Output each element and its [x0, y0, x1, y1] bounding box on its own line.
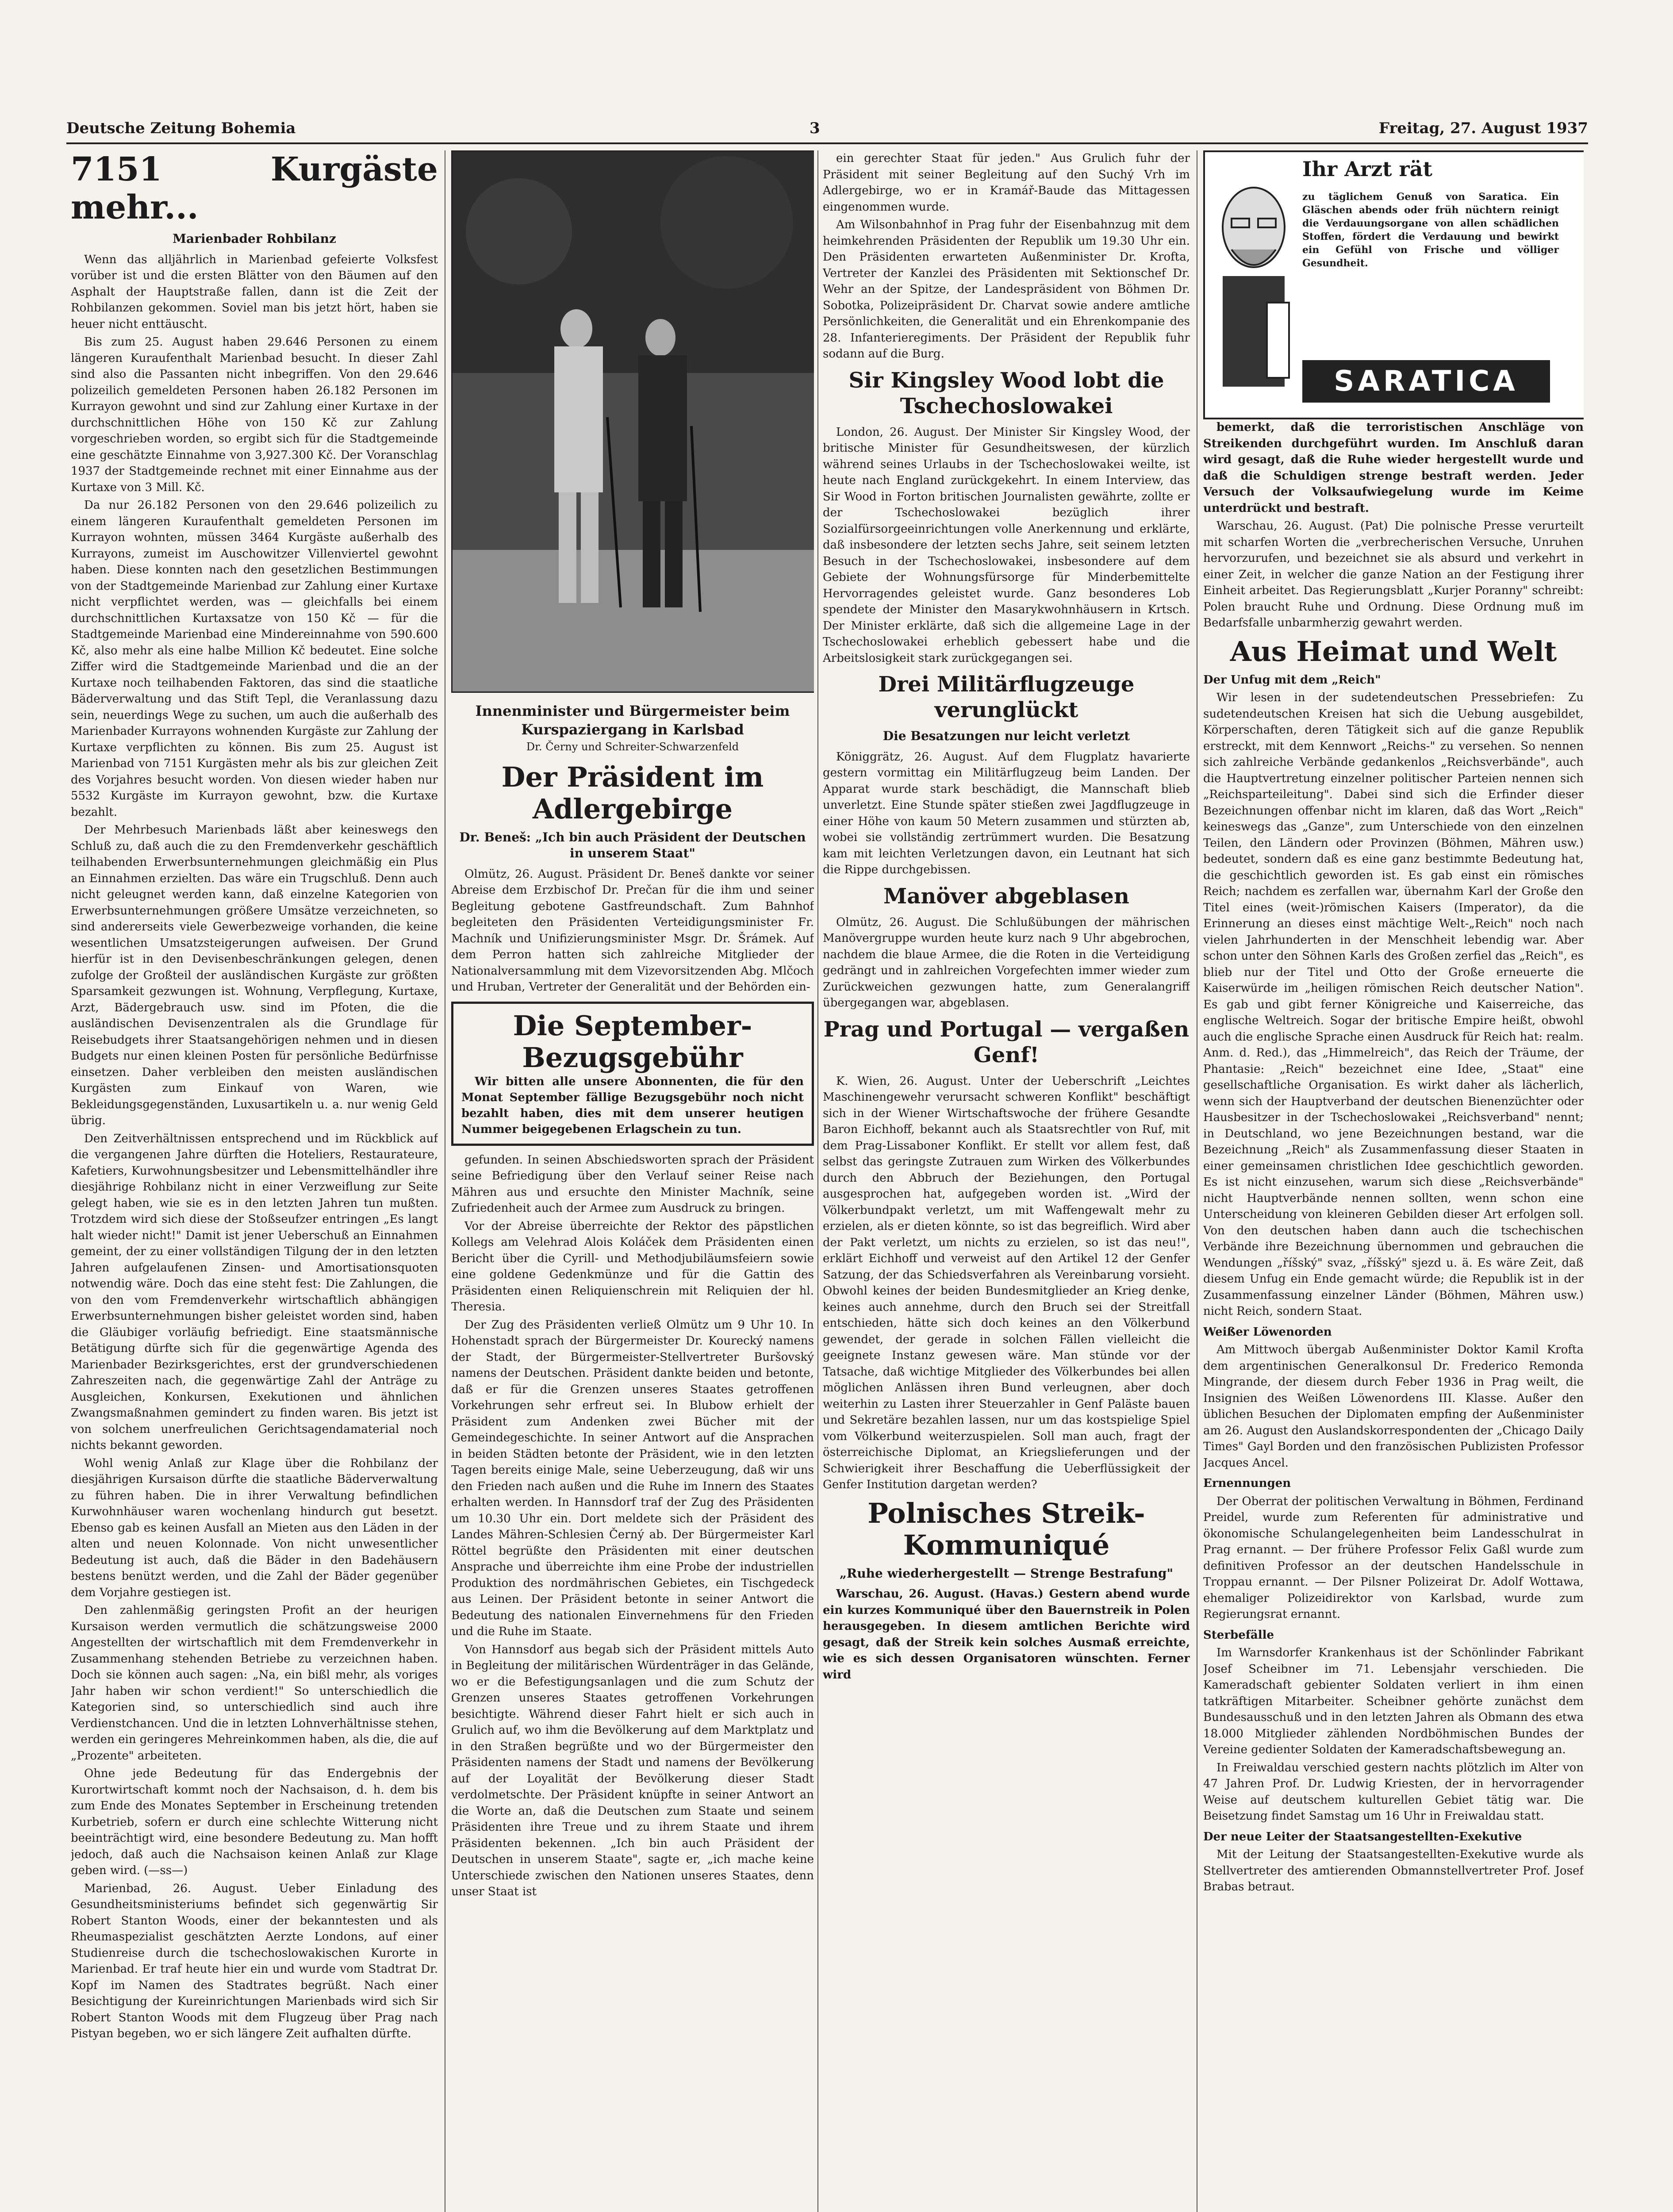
saratica-logo: SARATICA: [1302, 360, 1550, 403]
subscription-notice-box: [451, 1002, 814, 1146]
column-rule: [817, 150, 818, 2212]
paragraph: London, 26. August. Der Minister Sir Kingsley Wood, der britische Minister für Gesundheitswesen, der kürzlich während seines Urlaubs in der Tschechoslowakei weilte, ist heute nach England zurückgekehrt. In einem Interview, das Sir Wood in Forton britischen Journalisten gewährte, zollte er der Tschechoslowakei bezüglich ihrer Sozialfürsorgeeinrichtungen volle Anerkennung und erklärte, daß insbesondere der letzten sechs Jahre, seit seinem letzten Besuch in der Tschechoslowakei, insbesondere auf dem Gebiete der Wohnungsfürsorge für Minderbemittelte Hervorragendes geleistet wurde. Ganz besonderes Lob spendete der Minister den Masarykwohnhäusern in Krtsch. Der Minister erklärte, daß sich die allgemeine Lage in der Tschechoslowakei erheblich gebessert habe und die Arbeitslosigkeit stark zurückgegangen sei.: [823, 425, 1190, 665]
paragraph: Wenn das alljährlich in Marienbad gefeierte Volksfest vorüber ist und die ersten Blätter von den Bäumen auf den Asphalt der Hauptstraße fallen, dann ist die Zeit der Rohbilanzen gekommen. Soviel man bis jetzt hört, haben sie heuer nicht enttäuscht.: [71, 253, 438, 331]
photo-caption: Innenminister und Bürgermeister beim Kurspaziergang in Karlsbad: [475, 703, 790, 738]
newspaper-name: Deutsche Zeitung Bohemia: [66, 119, 296, 137]
paragraph: K. Wien, 26. August. Unter der Ueberschrift „Leichtes Maschinengewehr verursacht schweren Konflikt" beschäftigt sich in der Wiener Wirtschaftswoche der frühere Gesandte Baron Eichhoff, bekannt auch als Staatsrechtler von Ruf, mit dem Prag-Lissaboner Konflikt. Er stellt vor allem fest, daß selbst das geringste Zutrauen zum Wirken des Völkerbundes durch den Abbruch der Beziehungen, den Portugal ausgesprochen hat, aufgegeben worden ist. „Wird der Völkerbundpakt verletzt, um mit Waffengewalt mehr zu erzielen, als er dieten könnte, so ist das begreiflich. Wird aber der Pakt verletzt, um nichts zu erzielen, so ist das neu!", erklärt Eichhoff und verweist auf den Artikel 12 der Genfer Satzung, der das Schiedsverfahren als Vereinbarung vorsieht. Obwohl keines der beiden Bundesmitglieder an Krieg denke, keines auch annehme, durch den Bruch sei der Streitfall entschieden, hätte sich doch keines an den Völkerbund gewendet, der gerade in solchen Fällen vielleicht die geeignete Instanz gewesen wäre. Man stünde vor der Tatsache, daß wichtige Mitglieder des Völkerbundes bei allen möglichen Anlässen ihren Bund verleugnen, aber doch weiterhin zu Lasten ihrer Steuerzahler in Genf Paläste bauen und Sekretäre bezahlen lassen, nur um das kostspielige Spiel vom Völkerbund weiterzuspielen. Soll man auch, fragt der österreichische Diplomat, an Kriegslieferungen und der Schwierigkeit ihrer Beschaffung die Ueberflüssigkeit der Genfer Institution dargetan werden?: [823, 1074, 1190, 1491]
item-heading: Sterbefälle: [1203, 1628, 1274, 1642]
paragraph: Da nur 26.182 Personen von den 29.646 polizeilich zu einem längeren Kuraufenthalt gemeldeten Personen im Kurrayon wohnten, müssen 3464 Kurgäste außerhalb des Kurrayons, zumeist im Auschowitzer Villenviertel gewohnt haben. Diese konnten nach den gesetzlichen Bestimmungen von der Stadtgemeinde Marienbad zur Zahlung einer Kurtaxe nicht verpflichtet werden, was — gleichfalls bei einem durchschnittlichen Kurtaxsatze von 150 Kč — für die Stadtgemeinde Marienbad eine Mindereinnahme von 590.600 Kč, also mehr als eine halbe Million Kč bedeutet. Eine solche Ziffer wird die Stadtgemeinde Marienbad und die an der Kurtaxe noch teilhabenden Faktoren, das sind die staatliche Bäderverwaltung und das Stift Tepl, die Veranlassung dazu sein, neuerdings Wege zu suchen, um auch die außerhalb des Marienbader Kurrayons wohnenden Kurgäste zur Zahlung der Kurtaxe verpflichten zu können. Bis zum 25. August ist Marienbad von 7151 Kurgästen mehr als bis zur gleichen Zeit des Vorjahres besucht worden. Von diesen wieder haben nur 5532 Kurgäste im Kurrayon gewohnt, bzw. die Kurtaxe bezahlt.: [71, 499, 438, 819]
paragraph: ein gerechter Staat für jeden." Aus Grulich fuhr der Präsident mit seiner Begleitung auf den Suchý Vrh im Adlergebirge, wo er in Kramář-Baude das Mittagessen eingenommen wurde.: [823, 152, 1190, 214]
paragraph: Im Warnsdorfer Krankenhaus ist der Schönlinder Fabrikant Josef Scheibner im 71. Lebensjahr verschieden. Die Kameradschaft gebienter Soldaten verliert in ihm einen tatkräftigen Mitarbeiter. Scheibner gehörte zunächst dem Bundesausschuß und in den letzten Jahren als Obmann des etwa 18.000 Mitglieder zählenden Nordböhmischen Bundes der Vereine gedienter Soldaten der Kameradschaftsbewegung an.: [1203, 1646, 1584, 1756]
paragraph: Olmütz, 26. August. Die Schlußübungen der mährischen Manövergruppe wurden heute kurz nach 9 Uhr abgebrochen, nachdem die blaue Armee, die die Roten in die Verteidigung gedrängt und in zahlreichen Vorgefechten immer wieder zum Zurückweichen gezwungen hatte, zum Generalangriff übergegangen war, abgeblasen.: [823, 915, 1190, 1010]
paragraph: Ohne jede Bedeutung für das Endergebnis der Kurortwirtschaft kommt noch der Nachsaison, d. h. dem bis zum Ende des Monates September in Erscheinung tretenden Kurbetrieb, sofern er durch eine schlechte Witterung nicht beeinträchtigt wird, eine besondere Bedeutung zu. Man hofft jedoch, daß auch die Nachsaison keinen Anlaß zur Klage geben wird. (—ss—): [71, 1767, 438, 1877]
ad-text: zu täglichem Genuß von Saratica. Ein Gläschen abends oder früh nüchtern reinigt die Verdauungsorgane von allen schädlichen Stoffen, fördert die Verdauung und bewirkt ein Gefühl von Frische und völliger Gesundheit.: [1302, 191, 1559, 269]
paragraph: Der Zug des Präsidenten verließ Olmütz um 9 Uhr 10. In Hohenstadt sprach der Bürgermeister Dr. Kourecký namens der Stadt, der Bürgermeister-Stellvertreter Buršovský namens der Deutschen. Präsident dankte beiden und betonte, daß er für die Grenzen unseres Staates getroffenen Vorkehrungen sehr erfreut sei. In Blubow erhielt der Präsident zum Andenken zwei Bücher mit der Gemeindegeschichte. In seiner Antwort auf die Ansprachen in beiden Städten betonte der Präsident, wie in den letzten Tagen bereits einige Male, seine Ueberzeugung, daß wir uns den Frieden nach außen und die Ruhe im Innern des Staates erhalten werden. In Hannsdorf traf der Zug des Präsidenten um 10.30 Uhr ein. Dort meldete sich der Präsident des Landes Mähren-Schlesien Černý ab. Der Bürgermeister Karl Röttel begrüßte den Präsidenten mit einer deutschen Ansprache und überreichte ihm eine Probe der industriellen Produktion des nordmährischen Gebietes, ein Tischgedeck aus Leinen. Der Präsident betonte in seiner Antwort die Bedeutung des nationalen Einvernehmens für den Frieden und die Ruhe im Staate.: [451, 1318, 814, 1638]
paragraph: Warschau, 26. August. (Havas.) Gestern abend wurde ein kurzes Kommuniqué über den Bauernstreik in Polen herausgegeben. In diesem amtlichen Berichte wird gesagt, daß der Streik kein solches Ausmaß erreichte, wie es sich dessen Organisatoren wünschten. Ferner wird: [823, 1587, 1190, 1682]
article-headline-kingsley-wood: Sir Kingsley Wood lobt die Tschechoslowakei: [848, 368, 1164, 419]
article-subhead: „Ruhe wiederhergestellt — Strenge Bestrafung": [839, 1566, 1174, 1581]
paragraph: Den Zeitverhältnissen entsprechend und im Rückblick auf die vergangenen Jahre dürften die Hoteliers, Restaurateure, Kafetiers, Kurwohnungsbesitzer und Lebensmittelhändler ihre diesjährige Rohbilanz nicht in einer Verzweiflung zur Seite gelegt haben, wie sie es in den letzten Jahren tun mußten. Trotzdem wird sich diese der Stoßseufzer entringen „Es langt halt wieder nicht!" Damit ist jener Ueberschuß an Einnahmen gemeint, der zu einer vollständigen Tilgung der in den letzten Jahren aufgelaufenen Zinsen- und Amortisationsquoten notwendig wäre. Doch das eine steht fest: Die Zahlungen, die von den vom Fremdenverkehr wirtschaftlich abhängigen Erwerbsunternehmungen bisher geleistet worden sind, haben die Gläubiger vorläufig befriedigt. Eine staatsmännische Betätigung dürfte sich für die gegenwärtige Agenda des Marienbader Bezirksgerichtes, erst der grundverschiedenen Zahreszeiten nach, die gegenwärtige Zahl der Anträge zu Ausgleichen, Konkursen, Exekutionen und ähnlichen Zwangsmaßnahmen gemindert zu finden waren. Bis jetzt ist von solchem unerfreulichen Gerichtsagendamaterial noch nichts bekannt geworden.: [71, 1132, 438, 1452]
paragraph: gefunden. In seinen Abschiedsworten sprach der Präsident seine Befriedigung über den Verlauf seiner Reise nach Mähren aus und ersuchte den Minister Machník, seine Zufriedenheit auch der Armee zum Ausdruck zu bringen.: [451, 1153, 814, 1215]
article-subhead: Dr. Beneš: „Ich bin auch Präsident der Deutschen in unserem Staat": [459, 830, 806, 860]
column-2: [451, 150, 814, 1902]
photo-two-men-walking: [453, 152, 814, 691]
news-photo: [451, 150, 814, 693]
item-heading: Der neue Leiter der Staatsangestellten-Exekutive: [1203, 1830, 1522, 1843]
item-heading: Der Unfug mit dem „Reich": [1203, 673, 1381, 687]
paragraph: Marienbad, 26. August. Ueber Einladung des Gesundheitsministeriums befindet sich gegenwärtig Sir Robert Stanton Woods, einer der bekanntesten und als Rheumaspezialist geschätzten Aerzte Londons, auf einer Studienreise durch die tschechoslowakischen Kurorte in Marienbad. Er traf heute hier ein und wurde vom Stadtrat Dr. Kopf im Namen des Stadtrates begrüßt. Nach einer Besichtigung der Kureinrichtungen Marienbads wird sich Sir Robert Stanton Woods mit dem Flugzeug über Prag nach Pistyan begeben, wo er sich längere Zeit aufhalten dürfte.: [71, 1882, 438, 2040]
column-3: [823, 150, 1190, 2212]
article-headline-militaerflugzeuge: Drei Militärflugzeuge verunglückt: [878, 672, 1135, 722]
notice-text: Wir bitten alle unsere Abonnenten, die für den Monat September fällige Bezugsgebühr noch nicht bezahlt haben, dies mit dem unserer heutigen Nummer beigegebenen Erlagschein zu tun.: [461, 1075, 804, 1136]
issue-date: Freitag, 27. August 1937: [1378, 119, 1588, 137]
page-number: 3: [810, 119, 820, 137]
paragraph: Am Mittwoch übergab Außenminister Doktor Kamil Krofta dem argentinischen Generalkonsul Dr. Frederico Remonda Mingrande, der diesem durch Feber 1936 in Prag weilt, die Insignien des Weißen Löwenordens III. Klasse. Außer den üblichen Besuchen der Diplomaten empfing der Außenminister am 26. August den Auslandskorrespondenten der „Chicago Daily Times" Gayl Borden und den französischen Publizisten Professor Jacques Ancel.: [1203, 1343, 1584, 1470]
article-headline-praesident: Der Präsident im Adlergebirge: [501, 760, 764, 825]
paragraph: Bis zum 25. August haben 29.646 Personen zu einem längeren Kuraufenthalt Marienbad besucht. In dieser Zahl sind also die Passanten nicht inbegriffen. Von den 29.646 polizeilich gemeldeten Personen haben 26.182 Personen im Kurrayon gewohnt und sind zur Zahlung einer Kurtaxe in der durchschnittlichen Höhe von 150 Kč zur Zahlung vorgeschrieben worden, so ergibt sich für die Stadtgemeinde eine geschätzte Einnahme von 3,927.300 Kč. Der Voranschlag 1937 der Stadtgemeinde rechnet mit einer Einnahme aus der Kurtaxe von 3 Mill. Kč.: [71, 335, 438, 494]
paragraph: Am Wilsonbahnhof in Prag fuhr der Eisenbahnzug mit dem heimkehrenden Präsidenten der Republik um 19.30 Uhr ein. Den Präsidenten erwarteten Außenminister Dr. Krofta, Vertreter der Kanzlei des Präsidenten mit Sektionschef Dr. Wehr an der Spitze, der Landespräsident von Böhmen Dr. Sobotka, Polizeipräsident Dr. Charvat sowie andere amtliche Persönlichkeiten, die Generalität und ein Ehrenkompanie des 28. Infanterieregiments. Der Präsident der Republik fuhr sodann auf die Burg.: [823, 218, 1190, 361]
item-heading: Weißer Löwenorden: [1203, 1325, 1332, 1339]
paragraph: bemerkt, daß die terroristischen Anschläge von Streikenden durchgeführt wurden. Im Anschluß daran wird gesagt, daß die Ruhe wieder hergestellt wurde und daß die Schuldigen strenge bestraft werden. Jeder Versuch der Volksaufwiegelung wurde im Keime unterdrückt und bestraft.: [1203, 421, 1584, 515]
paragraph: Olmütz, 26. August. Präsident Dr. Beneš dankte vor seiner Abreise dem Erzbischof Dr. Prečan für die ihm und seiner Begleitung gebotene Gastfreundschaft. Zum Bahnhof begleiteten den Präsidenten Verteidigungsminister Fr. Machník und Unifizierungsminister Msgr. Dr. Šrámek. Auf dem Perron hatten sich zahlreiche Mitglieder der Nationalversammlung mit dem Vizevorsitzenden Abg. Mlčoch und Hruban, Vertreter der Generalität und der Behörden ein-: [451, 867, 814, 994]
item-heading: Ernennungen: [1203, 1477, 1291, 1490]
paragraph: Der Mehrbesuch Marienbads läßt aber keineswegs den Schluß zu, daß auch die zu den Fremdenverkehr geschäftlich teilhabenden Erwerbsunternehmungen gleichmäßig ein Plus an Einnahmen erzielten. Das wäre ein Trugschluß. Denn auch nicht geleugnet werden kann, daß einzelne Kategorien von Erwerbsunternehmungen größere Umsätze verzeichneten, so sind andererseits viele Gewerbezweige vorhanden, die keine wesentlichen Umsatzsteigerungen aufweisen. Der Grund hierfür ist in den Devisenbeschränkungen gelegen, denen zufolge der Großteil der ausländischen Kurgäste zur größten Sparsamkeit gezwungen ist. Wohnung, Verpflegung, Kurtaxe, Arzt, Bädergebrauch usw. sind im Pfoten, die die ausländischen Devisenzentralen als die Grundlage für Reisebudgets ihrer Staatsangehörigen nehmen und in diesen Budgets nur einen kleinen Posten für persönliche Bedürfnisse einsetzen. Daher verbleiben den meisten ausländischen Kurgästen zum Einkauf von Waren, wie Bekleidungsgegenständen, Luxusartikeln u. a. nur wenig Geld übrig.: [71, 823, 438, 1127]
article-headline-streik: Polnisches Streik-Kommuniqué: [867, 1497, 1145, 1561]
paragraph: Den zahlenmäßig geringsten Profit an der heurigen Kursaison werden vermutlich die schätzungsweise 2000 Angestellten der wirtschaftlich mit dem Fremdenverkehr in Zusammenhang stehenden Betriebe zu verzeichnen haben. Doch sie können auch sagen: „Na, ein bißl mehr, als voriges Jahr haben wir schon verdient!" So unterschiedlich die Kategorien sind, so unterschiedlich sind auch ihre Verdienstchancen. Und die in letzten Lohnverhältnisse stehen, werden ein geringeres Mehreinkommen haben, als die, die auf „Prozente" arbeiteten.: [71, 1604, 438, 1763]
article-subhead: Marienbader Rohbilanz: [173, 231, 336, 246]
paragraph: Wohl wenig Anlaß zur Klage über die Rohbilanz der diesjährigen Kursaison dürfte die staatliche Bäderverwaltung zu führen haben. Die in ihrer Verwaltung befindlichen Kurwohnhäuser waren wochenlang hindurch gut besetzt. Ebenso gab es keinen Ausfall an Mieten aus den Läden in der alten und neuen Kolonnade. Von nicht unwesentlicher Bedeutung ist auch, daß die Bäder in den Badehäusern bestens benützt werden, und die Zahl der Bäder gegenüber dem Vorjahre gestiegen ist.: [71, 1456, 438, 1599]
column-4: [1203, 150, 1584, 1897]
paragraph: Warschau, 26. August. (Pat) Die polnische Presse verurteilt mit scharfen Worten die „verbrecherischen Versuche, Unruhen hervorzurufen, und bezeichnet sie als absurd und verkehrt in einer Zeit, in welcher die ganze Nation an der Festigung ihrer Einheit arbeitet. Das Regierungsblatt „Kurjer Poranny" schreibt: Polen braucht Ruhe und Ordnung. Diese Ordnung muß im Bedarfsfalle unbarmherzig gewahrt werden.: [1203, 519, 1584, 630]
paragraph: Vor der Abreise überreichte der Rektor des päpstlichen Kollegs am Velehrad Alois Koláček dem Präsidenten einen Bericht über die Cyrill- und Methodjubiläumsfeiern sowie eine goldene Gedenkmünze und für die Gattin des Präsidenten einen Reliquienschrein mit Reliquien der hl. Theresia.: [451, 1219, 814, 1313]
article-headline-prag-portugal: Prag und Portugal — vergaßen Genf!: [823, 1017, 1190, 1068]
paragraph: In Freiwaldau verschied gestern nachts plötzlich im Alter von 47 Jahren Prof. Dr. Ludwig Kriesten, der in hervorragender Weise auf deutschem kulturellen Gebiet tätig war. Die Beisetzung findet Samstag um 16 Uhr in Freiwaldau statt.: [1203, 1761, 1584, 1823]
ad-title: Ihr Arzt rät: [1302, 157, 1432, 181]
running-head: [66, 116, 1588, 144]
article-subhead: Die Besatzungen nur leicht verletzt: [883, 729, 1130, 743]
article-headline-manoever: Manöver abgeblasen: [883, 883, 1129, 909]
section-headline-heimat-welt: Aus Heimat und Welt: [1230, 635, 1557, 668]
paragraph: Mit der Leitung der Staatsangestellten-Exekutive wurde als Stellvertreter des amtierenden Obmannstellvertreter Prof. Josef Brabas betraut.: [1203, 1848, 1584, 1893]
column-1: [71, 150, 438, 2212]
paragraph: Königgrätz, 26. August. Auf dem Flugplatz havarierte gestern vormittag ein Militärflugzeug beim Landen. Der Apparat wurde stark beschädigt, die Mannschaft blieb unverletzt. Eine Stunde später stießen zwei Jagdflugzeuge in einer Höhe von kaum 50 Metern zusammen und stürzten ab, wobei sie vollständig zertrümmert wurden. Die Besatzung kam mit leichten Verletzungen davon, ein Leutnant hat sich die Rippe durchgebissen.: [823, 750, 1190, 876]
article-headline-kurgaeste: 7151 Kurgäste mehr...: [71, 150, 438, 227]
notice-title: Die September-Bezugsgebühr: [513, 1009, 752, 1074]
doctor-portrait-icon: [1214, 170, 1293, 391]
photo-credit: Dr. Černy und Schreiter-Schwarzenfeld: [526, 741, 739, 753]
paragraph: Der Oberrat der politischen Verwaltung in Böhmen, Ferdinand Preidel, wurde zum Referenten für administrative und ökonomische Schulangelegenheiten beim Landesschulrat in Prag ernannt. — Der frühere Professor Felix Gaßl wurde zum definitiven Professor an der deutschen Handelsschule in Troppau ernannt. — Der Pilsner Polizeirat Dr. Adolf Wottawa, ehemaliger Polizeidirektor von Karlsbad, wurde zum Regierungsrat ernannt.: [1203, 1494, 1584, 1621]
paragraph: Von Hannsdorf aus begab sich der Präsident mittels Auto in Begleitung der militärischen Würdenträger in das Gelände, wo er die Befestigungsanlagen und die zum Schutz der Grenzen unseres Staates getroffenen Vorkehrungen besichtigte. Während dieser Fahrt hielt er sich auch in Grulich auf, wo ihm die Bevölkerung auf dem Marktplatz und in den Straßen begrüßte und wo der Bürgermeister den Präsidenten namens der Stadt und namens der Bevölkerung auf der Loyalität der Bevölkerung dieser Stadt verdolmetschte. Der Präsident knüpfte in seiner Antwort an die Worte an, daß die Deutschen zum Staate und seinem Präsidenten ihre Treue und zu ihrem Staate und ihrem Präsidenten bekennen. „Ich bin auch Präsident der Deutschen in unserem Staate", sagte er, „ich mache keine Unterschiede zwischen den Nationen unseres Staates, denn unser Staat ist: [451, 1643, 814, 1898]
saratica-advertisement: [1203, 150, 1584, 419]
paragraph: Wir lesen in der sudetendeutschen Pressebriefen: Zu sudetendeutschen Kreisen hat sich die Uebung ausgebildet, Körperschaften, deren Tätigkeit sich auf die ganze Republik erstreckt, mit dem Kennwort „Reichs-" zu versehen. So nennen sich zahlreiche Verbände gedankenlos „Reichsverbände", auch die Hauptvertretung einzelner politischer Parteien nennen sich „Reichsparteileitung". Dabei sind sich die Erfinder dieser Bezeichnungen offenbar nicht im klaren, daß das Wort „Reich" keineswegs das „Ganze", zum Unterschiede von den einzelnen Teilen, den Ländern oder Provinzen (Böhmen, Mähren usw.) bedeutet, sondern daß es eine ganz bestimmte Bedeutung hat, die geschichtlich geworden ist. Es gab einst ein römisches Reich; nachdem es zerfallen war, übernahm Karl der Große den Titel eines (weit-)römischen Kaisers (Imperator), da die Erinnerung an dieses einst mächtige Welt-„Reich" noch nach vielen Jahrhunderten in der Menschheit lebendig war. Aber schon unter den Söhnen Karls des Großen zerfiel das „Reich", es blieb nur der Titel und Otto der Große erneuerte die Kaiserwürde im „heiligen römischen Reich deutscher Nation". Es gab und gibt ferner Königreiche und Kaiserreiche, das englische Weltreich. Sogar der britische Empire heißt, obwohl auch die englische Sprache einen Ausdruck für Reich hat: realm. Anm. d. Red.), das „Himmelreich", das Reich der Träume, der Phantasie: „Reich" bezeichnet eine Idee, „Staat" eine gesellschaftliche Organisation. Es wirkt daher als lächerlich, wenn sich der Hauptverband der deutschen Bienenzüchter oder Hausbesitzer in der Tschechoslowakei „Reichsverband" nennt; in Deutschland, wo jene Bezeichnungen bestand, war die Bezeichnung „Reich" als Zusammenfassung dieser Staaten in einer gemeinsamen christlichen Idee geschichtlich geworden. Es ist nicht einzusehen, warum sich diese „Reichsverbände" nicht Hauptverbände nennen sollten, wenn schon eine Unterscheidung von kleineren Gebilden dieser Art erfolgen soll. Von den deutschen haben dann auch die tschechischen Verbände ihre Bezeichnung übernommen und gebrauchen die Wendungen „říšský" svaz, „říšský" sjezd u. ä. Es wäre Zeit, daß diesem Unfug ein Ende gemacht würde; die Republik ist in der Zusammenfassung einzelner Länder (Böhmen, Mähren usw.) nicht Reich, sondern Staat.: [1203, 691, 1584, 1318]
